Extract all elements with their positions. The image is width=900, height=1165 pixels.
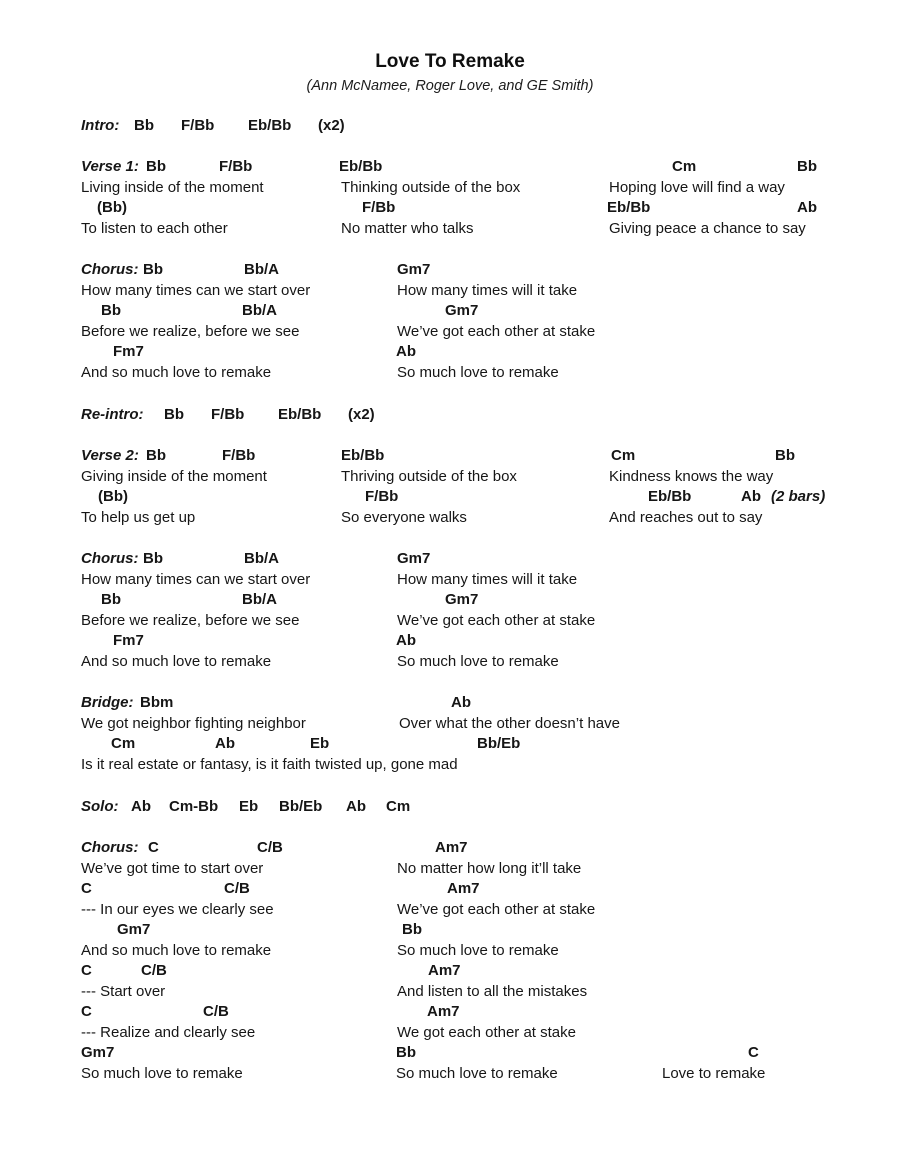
chord: Bb/A [244,261,279,278]
chord: Cm [386,798,411,815]
lyric: So much love to remake [397,653,559,670]
lyric: Hoping love will find a way [609,179,785,196]
chord: C [748,1044,759,1061]
chord: Bbm [140,694,174,711]
chord: Gm7 [445,302,479,319]
lyric: So much love to remake [397,364,559,381]
chord: Gm7 [397,550,431,567]
lyric: Before we realize, before we see [81,323,300,340]
lyric: Over what the other doesn’t have [399,715,620,732]
chord: Cm [672,158,697,175]
chord: Eb [310,735,330,752]
chord: Eb/Bb [607,199,651,216]
lyric: We got each other at stake [397,1024,576,1041]
chord: Fm7 [113,632,144,649]
chord: Eb/Bb [248,117,292,134]
lyric: How many times will it take [397,282,578,299]
chord: Bb/A [242,302,277,319]
chord: (Bb) [97,199,127,216]
lyric: So everyone walks [341,509,467,526]
chord: F/Bb [181,117,215,134]
chord: C/B [203,1003,229,1020]
lyric: --- In our eyes we clearly see [81,901,274,918]
lyric: --- Start over [81,983,166,1000]
chord: (x2) [318,117,345,134]
lyric: No matter how long it’ll take [397,860,582,877]
chord: Gm7 [397,261,431,278]
lyric: So much love to remake [81,1065,243,1082]
chord: Am7 [435,839,468,856]
chord: Ab [451,694,471,711]
chord: C [148,839,159,856]
chord: Gm7 [81,1044,115,1061]
lyric: And reaches out to say [609,509,763,526]
lyric: Giving inside of the moment [81,468,267,485]
chord: Ab [396,343,416,360]
chord: F/Bb [222,447,256,464]
chord: C/B [224,880,250,897]
chord: Gm7 [117,921,151,938]
chord: F/Bb [365,488,399,505]
chord: Ab [215,735,235,752]
chord: Cm [611,447,636,464]
lyric: --- Realize and clearly see [81,1024,256,1041]
section-label: Verse 1: [81,158,139,175]
lyric: We’ve got each other at stake [397,901,596,918]
chord: Bb [101,591,121,608]
chord: Bb/A [242,591,277,608]
chord: F/Bb [211,406,245,423]
chord: Bb/Eb [279,798,323,815]
section-label: Chorus: [81,261,139,278]
chord: Am7 [427,1003,460,1020]
chord: (x2) [348,406,375,423]
chord: C/B [141,962,167,979]
chord: Fm7 [113,343,144,360]
chord: Bb [396,1044,416,1061]
chord: Eb/Bb [341,447,385,464]
chord: C [81,880,92,897]
chord: Ab [131,798,151,815]
section-label: Solo: [81,798,119,815]
section-label: Re-intro: [81,406,144,423]
chord: Eb/Bb [339,158,383,175]
chord: Gm7 [445,591,479,608]
chord: Cm-Bb [169,798,219,815]
chord: (Bb) [98,488,128,505]
section-label: Chorus: [81,550,139,567]
chord: Bb [146,158,166,175]
chord: Eb [239,798,259,815]
lyric: So much love to remake [396,1065,558,1082]
lyric: We got neighbor fighting neighbor [81,715,306,732]
songwriters-byline: (Ann McNamee, Roger Love, and GE Smith) [306,78,594,94]
lyric: Is it real estate or fantasy, is it faith twisted up, gone mad [81,756,458,773]
section-label: Verse 2: [81,447,139,464]
lyric: How many times can we start over [81,571,311,588]
chord: Bb/A [244,550,279,567]
chord: Bb [146,447,166,464]
chord: Bb/Eb [477,735,521,752]
lyric: How many times can we start over [81,282,311,299]
chord: Bb [143,261,163,278]
chord: F/Bb [362,199,396,216]
lyric: We’ve got each other at stake [397,323,596,340]
chord: Eb/Bb [648,488,692,505]
lyric: We’ve got time to start over [81,860,264,877]
chord: F/Bb [219,158,253,175]
lyric: And so much love to remake [81,942,272,959]
chord: Am7 [428,962,461,979]
chord: Bb [797,158,817,175]
lyric: Thriving outside of the box [341,468,517,485]
chord: Ab [346,798,366,815]
lyric: And so much love to remake [81,364,272,381]
lyric: So much love to remake [397,942,559,959]
chord: Bb [134,117,154,134]
song-title: Love To Remake [375,51,525,72]
chord: Bb [101,302,121,319]
chord: C [81,962,92,979]
lyric: No matter who talks [341,220,474,237]
lyric: Kindness knows the way [609,468,774,485]
chord: Ab [741,488,761,505]
lyric: And so much love to remake [81,653,272,670]
chord: Bb [775,447,795,464]
section-label: Bridge: [81,694,134,711]
chord: Bb [143,550,163,567]
chord: Ab [797,199,817,216]
section-label: Intro: [81,117,120,134]
chord: Bb [402,921,422,938]
lyric: To help us get up [81,509,196,526]
chord: Eb/Bb [278,406,322,423]
chord-annotation: (2 bars) [771,488,826,505]
lyric: How many times will it take [397,571,578,588]
lyric: Living inside of the moment [81,179,264,196]
lyric: To listen to each other [81,220,228,237]
lyric: Giving peace a chance to say [609,220,806,237]
chord: Bb [164,406,184,423]
lyric: And listen to all the mistakes [397,983,588,1000]
lyric: Love to remake [662,1065,766,1082]
chord: Ab [396,632,416,649]
lyric: Before we realize, before we see [81,612,300,629]
chord: C/B [257,839,283,856]
lyric: Thinking outside of the box [341,179,521,196]
chord: C [81,1003,92,1020]
section-label: Chorus: [81,839,139,856]
chord: Am7 [447,880,480,897]
lyric: We’ve got each other at stake [397,612,596,629]
chord: Cm [111,735,136,752]
